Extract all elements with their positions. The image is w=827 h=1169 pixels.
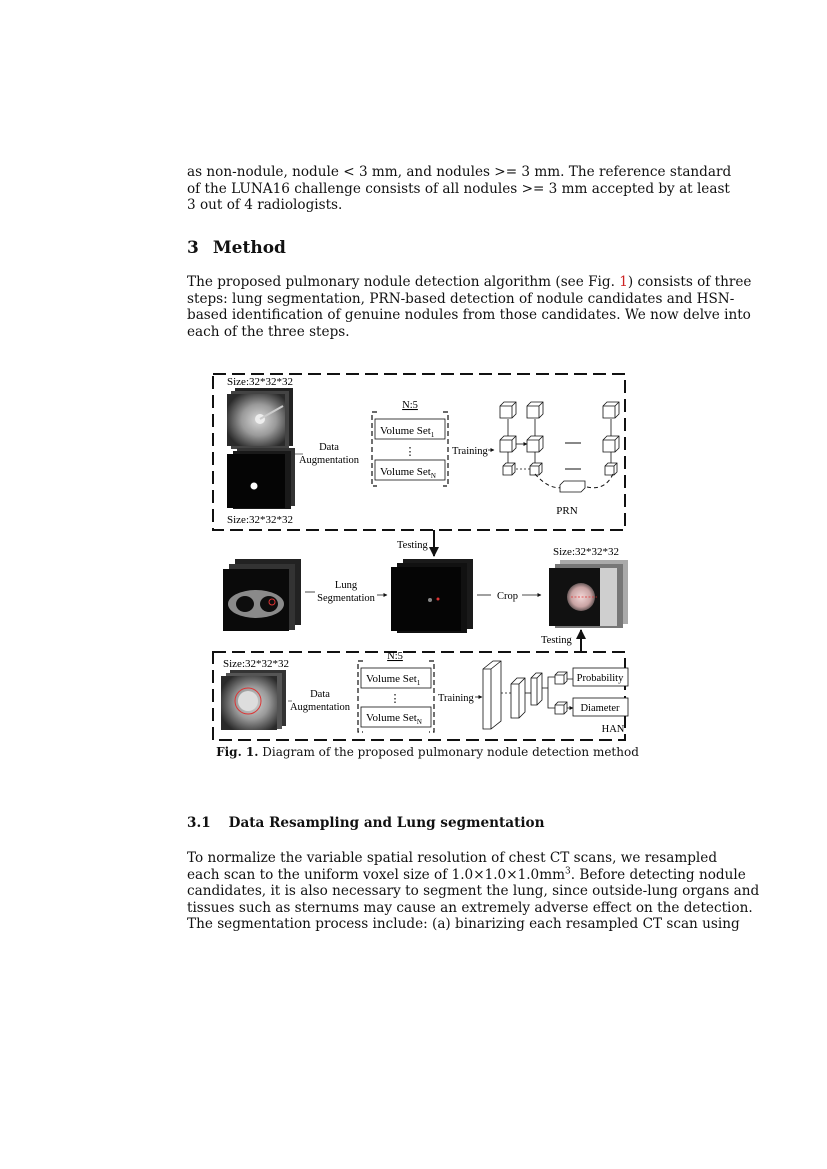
text-line: candidates, it is also necessary to segment the lung, since outside-lung organs and: [187, 883, 760, 900]
text-fragment: . Before detecting nodule: [570, 866, 746, 883]
augmentation-label: Augmentation: [298, 455, 360, 466]
output-diameter: Diameter: [580, 703, 620, 714]
cropped-nodule-patch-image: [549, 560, 628, 628]
text-line: 3 out of 4 radiologists.: [187, 197, 343, 214]
text-line: each of the three steps.: [187, 323, 350, 340]
intro-paragraph: [187, 164, 732, 214]
volume-set-box: Volume Set$_N$: [380, 466, 436, 480]
text-fragment: each scan to the uniform voxel size of 1.0×1.0×1.0mm: [187, 866, 565, 883]
output-probability: Probability: [576, 673, 624, 684]
labeled-nodule-stack-image: [221, 670, 286, 730]
size-label: Size:32*32*32: [223, 658, 289, 670]
superscript: 3: [565, 866, 571, 877]
method-paragraph: [187, 274, 752, 340]
testing-label: Testing: [541, 635, 572, 646]
training-label: Training: [438, 693, 474, 704]
section-number: 3: [187, 238, 199, 258]
text-fragment: The proposed pulmonary nodule detection algorithm (see Fig.: [187, 274, 615, 290]
resample-paragraph: [187, 850, 760, 933]
volume-set-group: [372, 400, 448, 486]
caption-label: Fig. 1.: [216, 745, 259, 759]
prn-network-diagram: [500, 402, 619, 517]
text-line: [187, 274, 752, 291]
text-line: The segmentation process include: (a) binarizing each resampled CT scan using: [187, 916, 740, 933]
n-label: N:5: [402, 400, 418, 411]
chest-ct-stack-image: [223, 559, 301, 631]
text-line: as non-nodule, nodule < 3 mm, and nodules >= 3 mm. The reference standard: [187, 164, 732, 180]
augmentation-label: Data: [319, 442, 339, 453]
ct-patch-stack-image: [227, 388, 293, 449]
text-line: tissues such as sternums may cause an extremely adverse effect on the detection.: [187, 899, 753, 916]
size-label: Size:32*32*32: [227, 514, 293, 526]
text-line: To normalize the variable spatial resolution of chest CT scans, we resampled: [187, 850, 718, 866]
han-network-diagram: [483, 661, 628, 735]
text-line: of the LUNA16 challenge consists of all nodules >= 3 mm accepted by at least: [187, 180, 730, 197]
augmentation-label: Augmentation: [289, 702, 351, 713]
section-heading: [187, 238, 286, 258]
network-label: PRN: [556, 505, 578, 517]
text-line: [187, 866, 746, 884]
caption-text: Diagram of the proposed pulmonary nodule detection method: [262, 745, 639, 759]
augmentation-label: Data: [310, 689, 330, 700]
size-label: Size:32*32*32: [227, 376, 293, 388]
training-label: Training: [452, 446, 488, 457]
volume-set-box: Volume Set$_1$: [366, 673, 421, 687]
text-line: steps: lung segmentation, PRN-based detection of nodule candidates and HSN-: [187, 290, 735, 307]
text-line: based identification of genuine nodules from those candidates. We now delve into: [187, 307, 751, 324]
network-label: HAN: [601, 724, 625, 735]
segmentation-label: Lung: [334, 580, 358, 591]
ellipsis: ⋮: [404, 446, 416, 458]
subsection-heading: [187, 815, 545, 831]
nodule-mask-stack-image: [227, 448, 295, 509]
text-fragment: ) consists of three: [627, 274, 752, 290]
figure-reference-link[interactable]: 1: [619, 274, 628, 290]
n-label: N:5: [387, 651, 403, 662]
volume-set-box: Volume Set$_1$: [380, 425, 435, 439]
figure-caption: [187, 745, 668, 759]
subsection-number: 3.1: [187, 815, 211, 831]
crop-label: Crop: [497, 591, 518, 602]
segmented-lung-stack-image: [391, 559, 473, 633]
testing-label: Testing: [397, 540, 428, 551]
segmentation-label: Segmentation: [317, 593, 375, 604]
pipeline-diagram: [205, 366, 635, 751]
subsection-title: Data Resampling and Lung segmentation: [228, 815, 545, 831]
volume-set-group: [358, 651, 434, 732]
section-title: Method: [212, 238, 286, 258]
size-label: Size:32*32*32: [553, 546, 619, 558]
volume-set-box: Volume Set$_N$: [366, 712, 422, 726]
ellipsis: ⋮: [389, 693, 401, 705]
